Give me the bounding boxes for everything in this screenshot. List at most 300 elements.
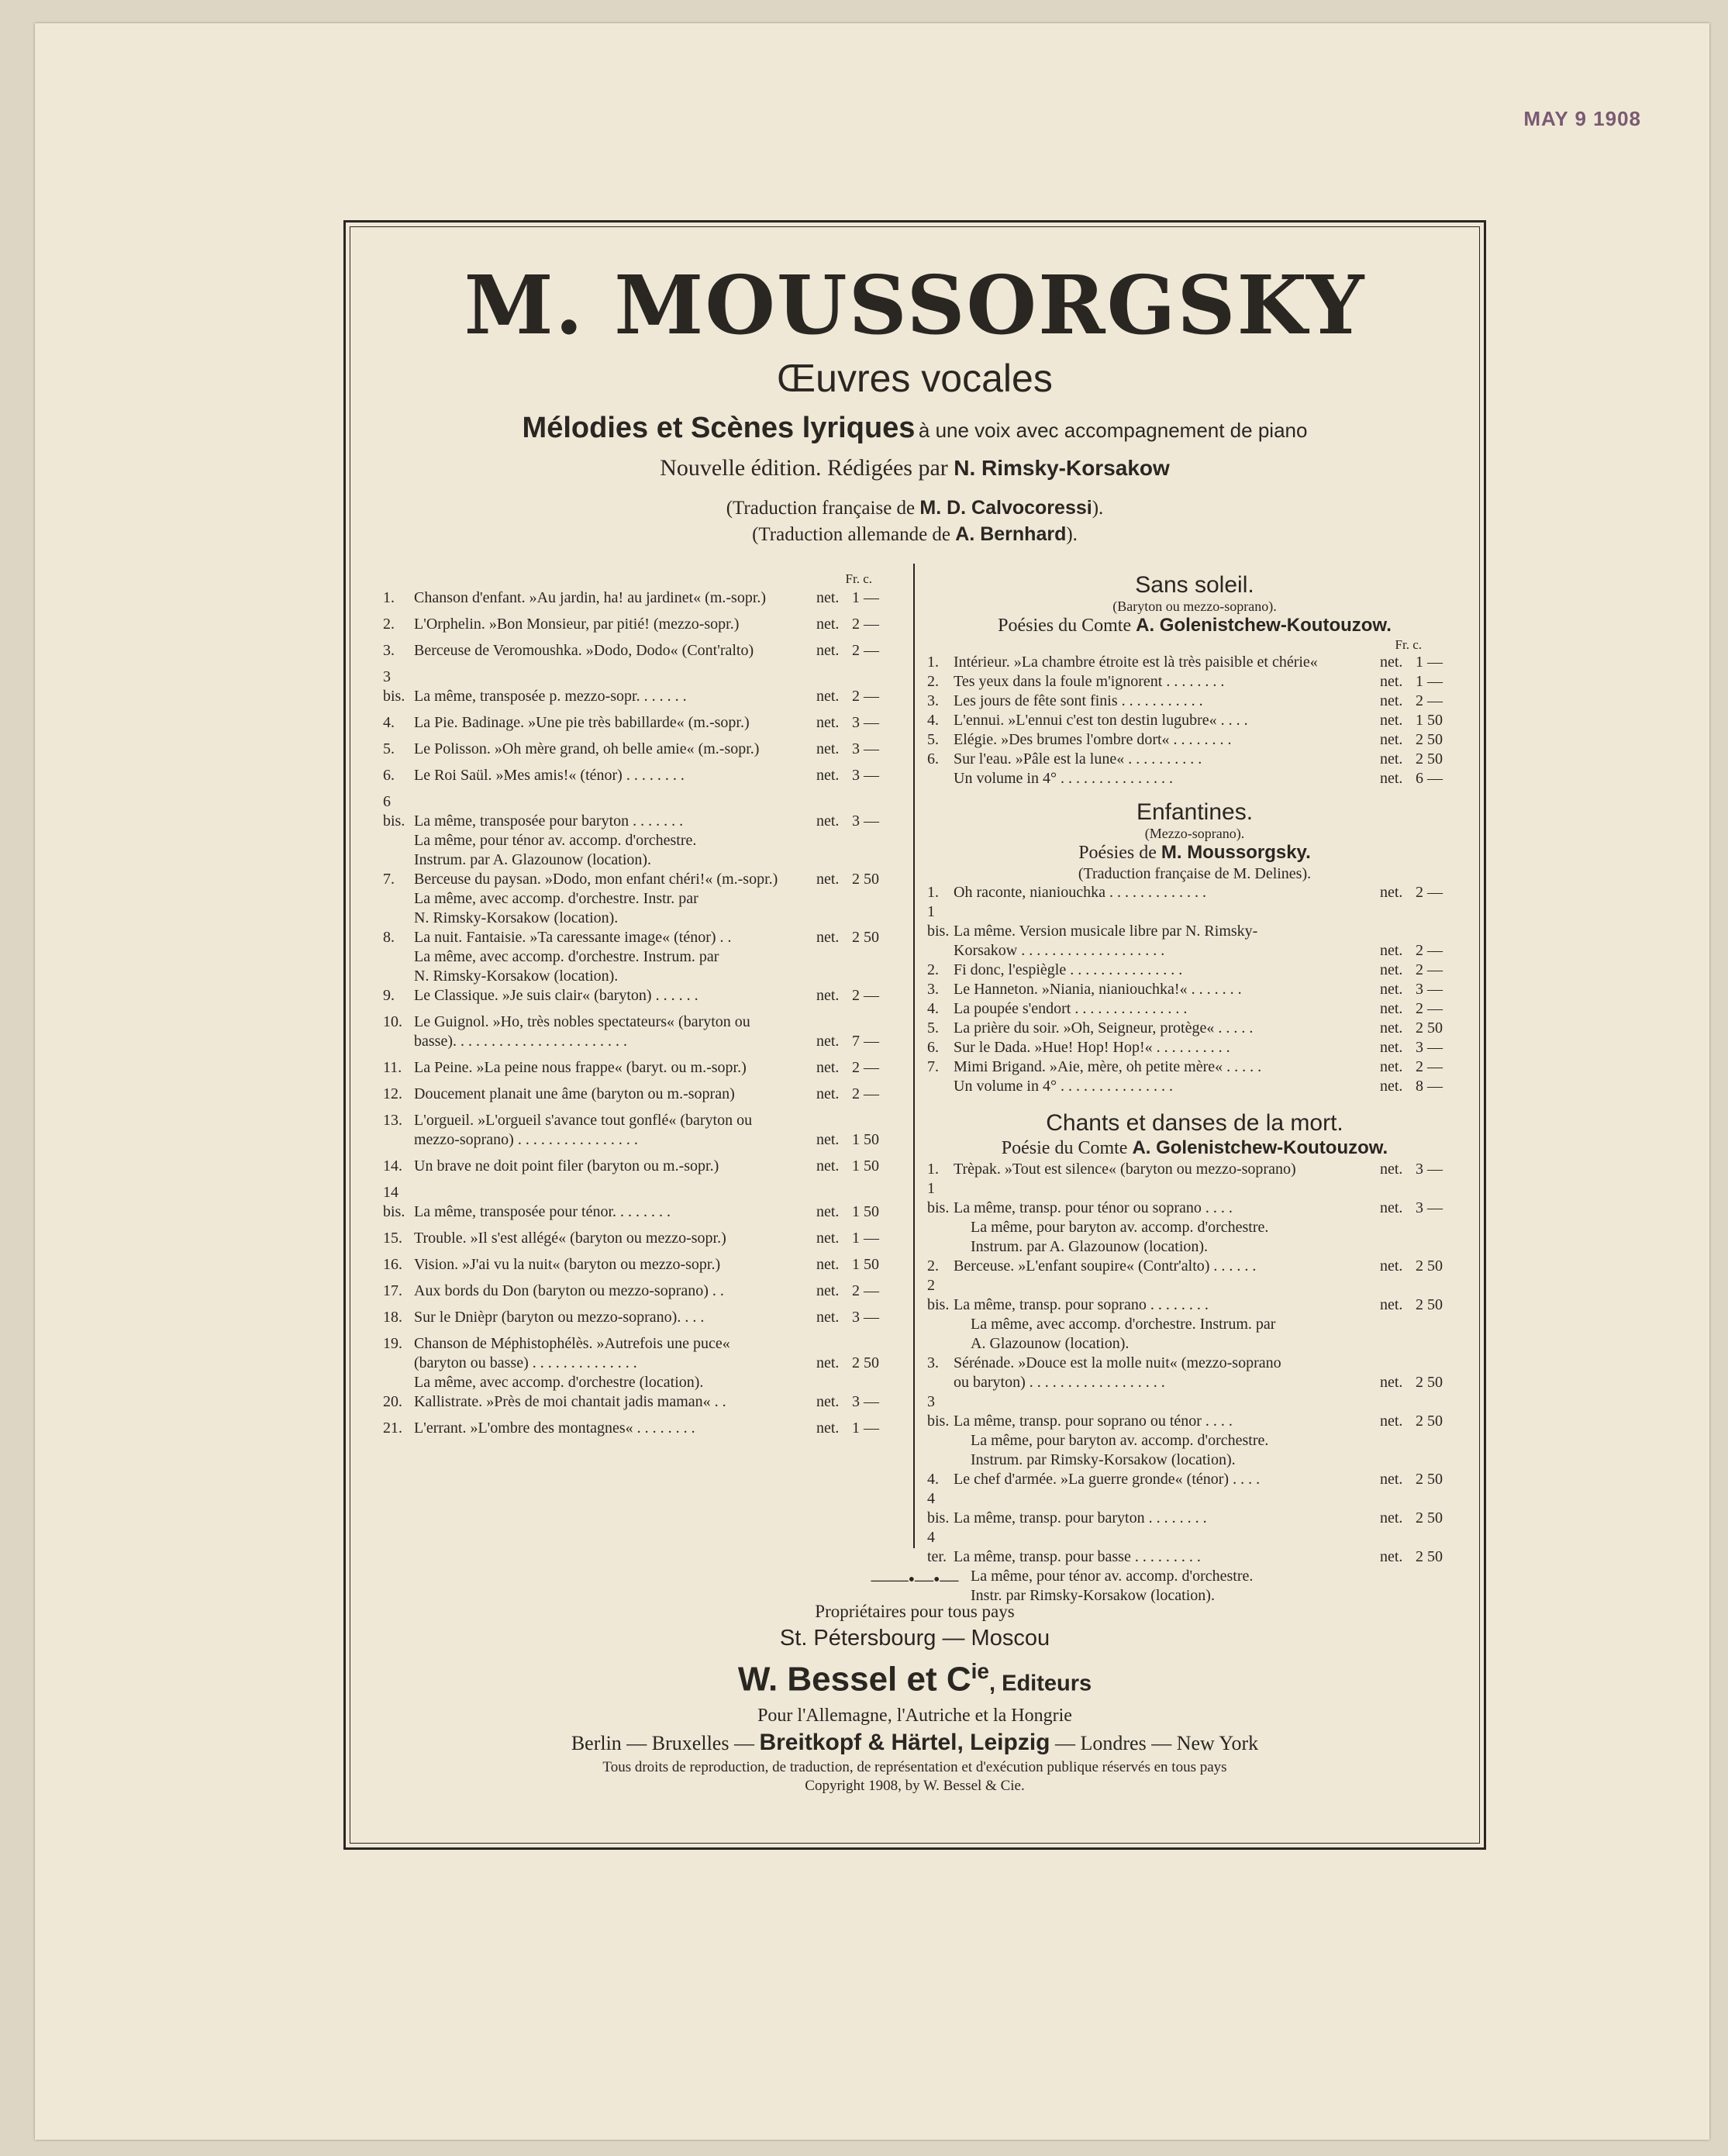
net-label: net.: [1380, 1257, 1403, 1275]
net-label: net.: [816, 740, 840, 757]
row-gap: [383, 785, 898, 792]
item-price: 3 —: [852, 767, 879, 784]
catalog-item: [927, 1160, 1462, 1179]
net-label: net.: [1380, 1413, 1403, 1430]
catalog-item: [927, 1276, 1462, 1315]
item-price: 2 —: [1416, 961, 1443, 978]
item-number: 18.: [383, 1309, 402, 1326]
row-gap: [383, 759, 898, 766]
item-price: 2 —: [1416, 692, 1443, 709]
item-title: Korsakow . . . . . . . . . . . . . . . . . . .: [954, 942, 1165, 959]
catalog-item: [927, 1077, 1462, 1096]
item-title: Sérénade. »Douce est la molle nuit« (mezzo-soprano: [954, 1354, 1281, 1371]
item-price: 2 50: [852, 929, 879, 946]
item-number: 4 ter.: [927, 1529, 947, 1565]
net-label: net.: [1380, 1471, 1403, 1488]
item-number: 1.: [927, 654, 939, 671]
item-price: 2 —: [1416, 1058, 1443, 1075]
row-gap: [383, 1006, 898, 1012]
column-divider: [913, 564, 915, 1548]
item-price: 2 50: [852, 871, 879, 888]
item-number: 6.: [927, 1039, 939, 1056]
catalog-item: [383, 740, 898, 759]
rights-line: Tous droits de reproduction, de traduction, de représentation et d'exécution publique réservés en tous pays: [602, 1758, 1227, 1775]
net-label: net.: [1380, 1374, 1403, 1391]
item-title: Trouble. »Il s'est allégé« (baryton ou mezzo-sopr.): [414, 1230, 726, 1247]
catalog-item: Instrum. par A. Glazounow (location).: [414, 851, 652, 868]
item-title: La même, transp. pour basse . . . . . . . . .: [954, 1548, 1201, 1565]
catalog-item: [927, 1354, 1462, 1373]
item-title: La nuit. Fantaisie. »Ta caressante image« (ténor) . .: [414, 929, 732, 946]
item-price: 2 50: [1416, 1296, 1443, 1313]
item-price: 1 —: [852, 1230, 879, 1247]
publisher-main: W. Bessel et C: [737, 1660, 971, 1699]
net-label: net.: [816, 929, 840, 946]
item-number: 3.: [383, 642, 395, 659]
net-label: net.: [1380, 770, 1403, 787]
net-label: net.: [1380, 673, 1403, 690]
item-title: Chanson de Méphistophélès. »Autrefois une puce«: [414, 1335, 730, 1352]
net-label: net.: [1380, 1078, 1403, 1095]
item-title: Vision. »J'ai vu la nuit« (baryton ou mezzo-sopr.): [414, 1256, 721, 1273]
catalog-item: [927, 1489, 1462, 1528]
item-number: 10.: [383, 1013, 402, 1030]
item-price: 2 —: [852, 688, 879, 705]
item-title: Berceuse du paysan. »Dodo, mon enfant chéri!« (m.-sopr.): [414, 871, 778, 888]
net-label: net.: [1380, 712, 1403, 729]
sans-soleil-currency: Fr. c.: [1395, 637, 1422, 652]
date-stamp: MAY 9 1908: [1523, 107, 1641, 130]
distributors-line: [346, 1728, 1484, 1758]
item-number: 1.: [383, 589, 395, 606]
item-price: 1 50: [852, 1131, 879, 1148]
catalog-item: [383, 641, 898, 661]
item-price: 3 —: [852, 1393, 879, 1410]
row-gap: [383, 733, 898, 740]
item-number: 12.: [383, 1085, 402, 1102]
item-title: ou baryton) . . . . . . . . . . . . . . . . . .: [954, 1374, 1165, 1391]
item-title: Un brave ne doit point filer (baryton ou m.-sopr.): [414, 1157, 719, 1175]
item-price: 1 50: [852, 1256, 879, 1273]
catalog-item: [927, 1179, 1462, 1218]
item-price: 8 —: [1416, 1078, 1443, 1095]
item-price: 2 —: [852, 1059, 879, 1076]
item-number: 3.: [927, 692, 939, 709]
row-gap: [383, 1248, 898, 1255]
item-price: 2 50: [1416, 1471, 1443, 1488]
item-price: 1 50: [1416, 712, 1443, 729]
enfantines-poet-name: M. Moussorgsky.: [1161, 842, 1311, 863]
item-title: Un volume in 4° . . . . . . . . . . . . . . .: [954, 770, 1173, 787]
item-number: 6.: [927, 750, 939, 768]
item-price: 2 50: [1416, 1413, 1443, 1430]
net-label: net.: [816, 1157, 840, 1175]
subtitle: Œuvres vocales: [777, 357, 1053, 400]
chants-heading: Chants et danses de la mort.: [1046, 1110, 1343, 1136]
catalog-item: [383, 1334, 898, 1354]
net-label: net.: [816, 987, 840, 1004]
net-label: net.: [1380, 942, 1403, 959]
item-title: Sur l'eau. »Pâle est la lune« . . . . . . . . . .: [954, 750, 1202, 768]
row-gap: [383, 1327, 898, 1334]
catalog-item: [927, 711, 1462, 730]
item-price: 3 —: [1416, 1199, 1443, 1216]
net-label: net.: [816, 1309, 840, 1326]
publisher-sup: ie: [971, 1659, 989, 1683]
net-label: net.: [1380, 1161, 1403, 1178]
item-number: 3 bis.: [927, 1393, 950, 1430]
item-title: L'orgueil. »L'orgueil s'avance tout gonflé« (baryton ou: [414, 1112, 753, 1129]
edition-line: [346, 455, 1484, 481]
catalog-item: [927, 1019, 1462, 1038]
item-price: 2 50: [1416, 750, 1443, 768]
net-label: net.: [816, 812, 840, 830]
catalog-item: [383, 1130, 898, 1150]
item-number: 11.: [383, 1059, 402, 1076]
item-price: 1 —: [852, 589, 879, 606]
item-title: La prière du soir. »Oh, Seigneur, protège« . . . . .: [954, 1019, 1254, 1037]
item-price: 2 —: [1416, 942, 1443, 959]
row-gap: [383, 1078, 898, 1085]
net-label: net.: [816, 1131, 840, 1148]
item-title: L'errant. »L'ombre des montagnes« . . . . . . . .: [414, 1420, 695, 1437]
net-label: net.: [1380, 731, 1403, 748]
item-title: Sur le Dnièpr (baryton ou mezzo-soprano). . . .: [414, 1309, 705, 1326]
item-number: 20.: [383, 1393, 402, 1410]
row-gap: [383, 608, 898, 615]
publisher-footer: [346, 1599, 1484, 1796]
item-title: La même, transp. pour soprano . . . . . . . .: [954, 1296, 1209, 1313]
ornament-divider: ——•—•—: [871, 1570, 959, 1590]
catalog-item: La même, pour ténor av. accomp. d'orchestre.: [414, 832, 697, 849]
left-catalog-column: [383, 569, 898, 1438]
item-number: 14 bis.: [383, 1184, 405, 1220]
catalog-item: [927, 1373, 1462, 1392]
row-gap: [383, 706, 898, 713]
item-price: 2 50: [1416, 731, 1443, 748]
net-label: net.: [816, 1282, 840, 1299]
distributors-pre: Berlin — Bruxelles —: [571, 1731, 754, 1754]
catalog-item: [383, 986, 898, 1006]
item-number: 5.: [927, 731, 939, 748]
net-label: net.: [816, 1420, 840, 1437]
item-number: 7.: [383, 871, 395, 888]
catalog-item: [927, 883, 1462, 902]
item-price: 3 —: [1416, 1161, 1443, 1178]
sans-soleil-voice: (Baryton ou mezzo-soprano).: [1112, 599, 1277, 614]
editor-name: N. Rimsky-Korsakow: [954, 456, 1170, 480]
melodies-label: Mélodies et Scènes lyriques: [522, 412, 916, 444]
catalog-item: [383, 615, 898, 634]
item-title: La même, transp. pour baryton . . . . . . . .: [954, 1509, 1207, 1526]
row-gap: [383, 1222, 898, 1229]
item-number: 17.: [383, 1282, 402, 1299]
item-number: 3.: [927, 981, 939, 998]
item-title: La même, transp. pour soprano ou ténor . . . .: [954, 1413, 1233, 1430]
publisher-tail: , Editeurs: [988, 1671, 1092, 1696]
item-title: La même, transp. pour ténor ou soprano . . . .: [954, 1199, 1233, 1216]
item-title: La Pie. Badinage. »Une pie très babillarde« (m.-sopr.): [414, 714, 750, 731]
item-price: 2 —: [852, 1282, 879, 1299]
catalog-item: [383, 1111, 898, 1130]
item-title: Fi donc, l'espiègle . . . . . . . . . . . . . . .: [954, 961, 1183, 978]
catalog-item: [383, 792, 898, 831]
item-number: 4.: [383, 714, 395, 731]
catalog-item: [927, 692, 1462, 711]
item-title: Le Guignol. »Ho, très nobles spectateurs« (baryton ou: [414, 1013, 750, 1030]
catalog-item: [383, 1058, 898, 1078]
catalog-item: A. Glazounow (location).: [971, 1335, 1130, 1352]
item-title: La même, transposée pour ténor. . . . . . . .: [414, 1203, 671, 1220]
catalog-item: [383, 1183, 898, 1222]
item-title: (baryton ou basse) . . . . . . . . . . . . . .: [414, 1354, 637, 1371]
item-title: La Peine. »La peine nous frappe« (baryt. ou m.-sopr.): [414, 1059, 747, 1076]
item-price: 7 —: [852, 1033, 879, 1050]
catalog-item: [383, 870, 898, 889]
net-label: net.: [1380, 1000, 1403, 1017]
item-number: 2.: [927, 1257, 939, 1275]
item-number: 4.: [927, 712, 939, 729]
net-label: net.: [1380, 692, 1403, 709]
item-title: Intérieur. »La chambre étroite est là très paisible et chérie«: [954, 654, 1318, 671]
item-title: L'ennui. »L'ennui c'est ton destin lugubre« . . . .: [954, 712, 1248, 729]
catalog-item: N. Rimsky-Korsakow (location).: [414, 909, 619, 926]
catalog-item: [927, 941, 1462, 961]
item-number: 5.: [383, 740, 395, 757]
item-title: Berceuse. »L'enfant soupire« (Contr'alto) . . . . . .: [954, 1257, 1257, 1275]
catalog-item: [927, 961, 1462, 980]
item-title: mezzo-soprano) . . . . . . . . . . . . . . . .: [414, 1131, 638, 1148]
net-label: net.: [816, 1203, 840, 1220]
item-price: 2 —: [852, 1085, 879, 1102]
chants-poet-text: Poésie du Comte: [1001, 1138, 1128, 1158]
net-label: net.: [816, 1230, 840, 1247]
cities-line: St. Pétersbourg — Moscou: [779, 1626, 1050, 1651]
catalog-item: [383, 1419, 898, 1438]
row-gap: [383, 1051, 898, 1058]
german-translation-text: (Traduction allemande de: [752, 524, 951, 545]
enfantines-translation: (Traduction française de M. Delines).: [1078, 865, 1312, 882]
item-number: 13.: [383, 1112, 402, 1129]
item-price: 2 —: [852, 616, 879, 633]
catalog-item: La même, avec accomp. d'orchestre. Instrum. par: [414, 948, 719, 965]
catalog-item: [383, 1308, 898, 1327]
item-number: 21.: [383, 1420, 402, 1437]
item-price: 2 —: [1416, 884, 1443, 901]
item-title: Sur le Dada. »Hue! Hop! Hop!« . . . . . . . . . .: [954, 1039, 1230, 1056]
row-gap: [383, 661, 898, 667]
net-label: net.: [1380, 981, 1403, 998]
german-translation-line: [346, 523, 1484, 546]
net-label: net.: [1380, 1199, 1403, 1216]
catalog-item: La même, avec accomp. d'orchestre. Instr. par: [414, 890, 698, 907]
item-number: 1.: [927, 1161, 939, 1178]
item-title: Le Polisson. »Oh mère grand, oh belle amie« (m.-sopr.): [414, 740, 760, 757]
french-translation-text: (Traduction française de: [726, 498, 916, 519]
item-price: 2 50: [1416, 1374, 1443, 1391]
catalog-item: [927, 1528, 1462, 1567]
catalog-item: [383, 1012, 898, 1032]
net-label: net.: [1380, 1296, 1403, 1313]
catalog-item: [927, 1470, 1462, 1489]
row-gap: [383, 1301, 898, 1308]
catalog-item: [383, 1032, 898, 1051]
composer-title: M. MOUSSORGSKY: [464, 257, 1366, 353]
item-price: 2 —: [852, 642, 879, 659]
sans-soleil-poet: [927, 614, 1462, 637]
item-price: 2 50: [1416, 1257, 1443, 1275]
catalog-item: La même, avec accomp. d'orchestre. Instrum. par: [971, 1316, 1276, 1333]
french-translation-line: [346, 497, 1484, 519]
catalog-item: [383, 1255, 898, 1275]
german-translation-end: ).: [1066, 524, 1078, 545]
item-price: 2 —: [1416, 1000, 1443, 1017]
item-title: Trèpak. »Tout est silence« (baryton ou mezzo-soprano): [954, 1161, 1296, 1178]
distributors-post: — Londres — New York: [1055, 1731, 1259, 1754]
net-label: net.: [1380, 961, 1403, 978]
catalog-item: [383, 1229, 898, 1248]
net-label: net.: [1380, 750, 1403, 768]
net-label: net.: [816, 714, 840, 731]
french-translation-end: ).: [1092, 498, 1104, 519]
item-price: 1 —: [1416, 654, 1443, 671]
row-gap: [383, 634, 898, 641]
item-price: 3 —: [852, 740, 879, 757]
item-title: Le Roi Saül. »Mes amis!« (ténor) . . . . . . . .: [414, 767, 685, 784]
enfantines-poet: [927, 841, 1462, 864]
catalog-item: [383, 588, 898, 608]
item-number: 16.: [383, 1256, 402, 1273]
sans-soleil-poet-name: A. Golenistchew-Koutouzow.: [1136, 615, 1392, 636]
item-number: 3.: [927, 1354, 939, 1371]
item-number: 2.: [927, 673, 939, 690]
copyright-line: Copyright 1908, by W. Bessel & Cie.: [805, 1777, 1025, 1794]
item-number: 4 bis.: [927, 1490, 950, 1526]
item-title: Kallistrate. »Près de moi chantait jadis maman« . .: [414, 1393, 726, 1410]
item-number: 4.: [927, 1471, 939, 1488]
item-number: 6 bis.: [383, 793, 405, 830]
item-price: 1 50: [852, 1203, 879, 1220]
item-price: 1 50: [852, 1157, 879, 1175]
item-price: 3 —: [1416, 1039, 1443, 1056]
net-label: net.: [816, 1033, 840, 1050]
catalog-item: [383, 928, 898, 947]
net-label: net.: [1380, 1058, 1403, 1075]
net-label: net.: [816, 1354, 840, 1371]
item-title: La même, transposée pour baryton . . . . . . .: [414, 812, 684, 830]
item-title: La même, transposée p. mezzo-sopr. . . . . . .: [414, 688, 687, 705]
item-number: 9.: [383, 987, 395, 1004]
net-label: net.: [816, 642, 840, 659]
net-label: net.: [1380, 654, 1403, 671]
catalog-item: [383, 766, 898, 785]
item-title: Elégie. »Des brumes l'ombre dort« . . . . . . . .: [954, 731, 1232, 748]
chants-poet: [927, 1137, 1462, 1160]
catalog-item: [383, 1157, 898, 1176]
enfantines-voice: (Mezzo-soprano).: [1144, 826, 1245, 841]
item-number: 5.: [927, 1019, 939, 1037]
item-title: Doucement planait une âme (baryton ou m.-sopran): [414, 1085, 735, 1102]
item-number: 2 bis.: [927, 1277, 950, 1313]
net-label: net.: [1380, 1509, 1403, 1526]
catalog-item: [927, 980, 1462, 999]
item-number: 19.: [383, 1335, 402, 1352]
item-number: 15.: [383, 1230, 402, 1247]
item-title: Berceuse de Veromoushka. »Dodo, Dodo« (Cont'ralto): [414, 642, 754, 659]
item-number: 1 bis.: [927, 1180, 950, 1216]
item-title: Les jours de fête sont finis . . . . . . . . . . .: [954, 692, 1203, 709]
net-label: net.: [816, 1059, 840, 1076]
item-number: 6.: [383, 767, 395, 784]
item-title: Le Classique. »Je suis clair« (baryton) . . . . . .: [414, 987, 698, 1004]
net-label: net.: [816, 616, 840, 633]
item-title: Aux bords du Don (baryton ou mezzo-soprano) . .: [414, 1282, 724, 1299]
item-number: 4.: [927, 1000, 939, 1017]
item-title: La poupée s'endort . . . . . . . . . . . . . . .: [954, 1000, 1188, 1017]
enfantines-poet-text: Poésies de: [1078, 843, 1157, 863]
catalog-item: [927, 653, 1462, 672]
item-title: Tes yeux dans la foule m'ignorent . . . . . . . .: [954, 673, 1225, 690]
item-title: Mimi Brigand. »Aie, mère, oh petite mère« . . . . .: [954, 1058, 1262, 1075]
net-label: net.: [1380, 884, 1403, 901]
edition-text: Nouvelle édition. Rédigées par: [660, 455, 948, 481]
catalog-frame: [343, 220, 1486, 1850]
item-price: 2 50: [852, 1354, 879, 1371]
distributor-name: Breitkopf & Härtel, Leipzig: [759, 1729, 1050, 1755]
catalog-item: La même, pour ténor av. accomp. d'orchestre.: [971, 1568, 1254, 1585]
item-number: 1 bis.: [927, 903, 950, 940]
item-price: 1 —: [1416, 673, 1443, 690]
item-title: Le Hanneton. »Niania, nianiouchka!« . . . . . . .: [954, 981, 1242, 998]
catalog-item: [383, 1392, 898, 1412]
catalog-item: [383, 1085, 898, 1104]
currency-label: Fr. c.: [845, 571, 872, 586]
catalog-item: [927, 1392, 1462, 1431]
item-number: 8.: [383, 929, 395, 946]
item-title: La même. Version musicale libre par N. Rimsky-: [954, 923, 1258, 940]
sans-soleil-list: [927, 653, 1462, 788]
net-label: net.: [816, 1085, 840, 1102]
item-title: Le chef d'armée. »La guerre gronde« (ténor) . . . .: [954, 1471, 1261, 1488]
net-label: net.: [816, 589, 840, 606]
item-price: 3 —: [1416, 981, 1443, 998]
sans-soleil-poet-text: Poésies du Comte: [998, 616, 1132, 636]
catalog-item: [383, 1354, 898, 1373]
catalog-item: [927, 999, 1462, 1019]
net-label: net.: [816, 871, 840, 888]
item-title: Chanson d'enfant. »Au jardin, ha! au jardinet« (m.-sopr.): [414, 589, 767, 606]
item-number: 14.: [383, 1157, 402, 1175]
catalog-item: Instrum. par Rimsky-Korsakow (location).: [971, 1451, 1236, 1468]
catalog-item: [927, 1257, 1462, 1276]
item-title: Un volume in 4° . . . . . . . . . . . . . . .: [954, 1078, 1173, 1095]
net-label: net.: [1380, 1019, 1403, 1037]
item-price: 2 50: [1416, 1509, 1443, 1526]
catalog-item: Instr. par Rimsky-Korsakow (location).: [971, 1587, 1215, 1604]
enfantines-list: [927, 883, 1462, 1096]
item-title: basse). . . . . . . . . . . . . . . . . . . . . . .: [414, 1033, 627, 1050]
catalog-item: [927, 750, 1462, 769]
left-item-list: [383, 588, 898, 1438]
net-label: net.: [816, 1393, 840, 1410]
item-price: 6 —: [1416, 770, 1443, 787]
item-price: 2 50: [1416, 1548, 1443, 1565]
row-gap: [383, 1412, 898, 1419]
net-label: net.: [1380, 1039, 1403, 1056]
accompaniment-label: à une voix avec accompagnement de piano: [918, 419, 1308, 442]
catalog-item: [383, 713, 898, 733]
sans-soleil-heading: Sans soleil.: [1135, 572, 1254, 598]
